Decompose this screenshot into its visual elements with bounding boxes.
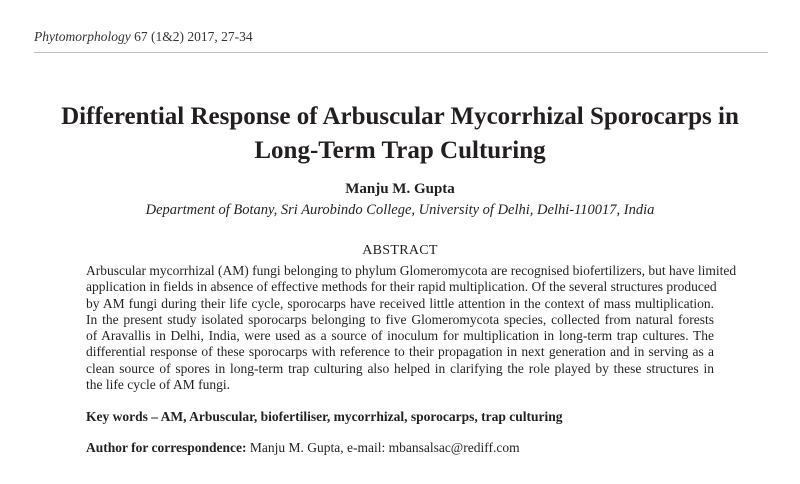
- paper-title: [20, 100, 780, 168]
- abstract-line: of Aravallis in Delhi, India, were used as a source of inoculum for multiplication in long-term trap cultures. The: [86, 328, 714, 344]
- abstract-line: In the present study isolated sporocarps belonging to five Glomeromycota species, collected from natural forests: [86, 311, 714, 327]
- abstract-heading: ABSTRACT: [362, 243, 438, 258]
- abstract-line: by AM fungi during their life cycle, sporocarps have received little attention in the context of mass multiplication.: [86, 295, 714, 311]
- title-line-2: Long-Term Trap Culturing: [254, 137, 546, 164]
- header-divider: [34, 52, 768, 53]
- correspondence: [86, 440, 520, 456]
- abstract-line: differential response of these sporocarps with reference to their propagation in next generation and in serving as a: [86, 344, 714, 360]
- journal-citation: [34, 29, 253, 45]
- abstract-line: clean source of spores in long-term trap culturing also helped in clarifying the role played by these structures in: [86, 360, 714, 376]
- journal-name: Phytomorphology: [34, 29, 131, 44]
- volume-pages: 67 (1&2) 2017, 27-34: [130, 29, 253, 44]
- correspondence-label: Author for correspondence:: [86, 440, 247, 455]
- abstract-line: the life cycle of AM fungi.: [86, 377, 230, 393]
- keywords: Key words – AM, Arbuscular, biofertiliser, mycorrhizal, sporocarps, trap culturing: [86, 409, 563, 424]
- abstract-body: [86, 263, 737, 393]
- abstract-line: application in fields in absence of effective methods for their rapid multiplication. Of the several structures produced: [86, 279, 717, 295]
- author-name: Manju M. Gupta: [345, 181, 455, 197]
- author-affiliation: Department of Botany, Sri Aurobindo College, University of Delhi, Delhi-110017, India: [145, 202, 655, 218]
- abstract-line: Arbuscular mycorrhizal (AM) fungi belonging to phylum Glomeromycota are recognised biofertilizers, but have limited: [86, 263, 737, 278]
- title-line-1: Differential Response of Arbuscular Mycorrhizal Sporocarps in: [61, 103, 739, 130]
- correspondence-text: Manju M. Gupta, e-mail: mbansalsac@rediff.com: [246, 440, 520, 455]
